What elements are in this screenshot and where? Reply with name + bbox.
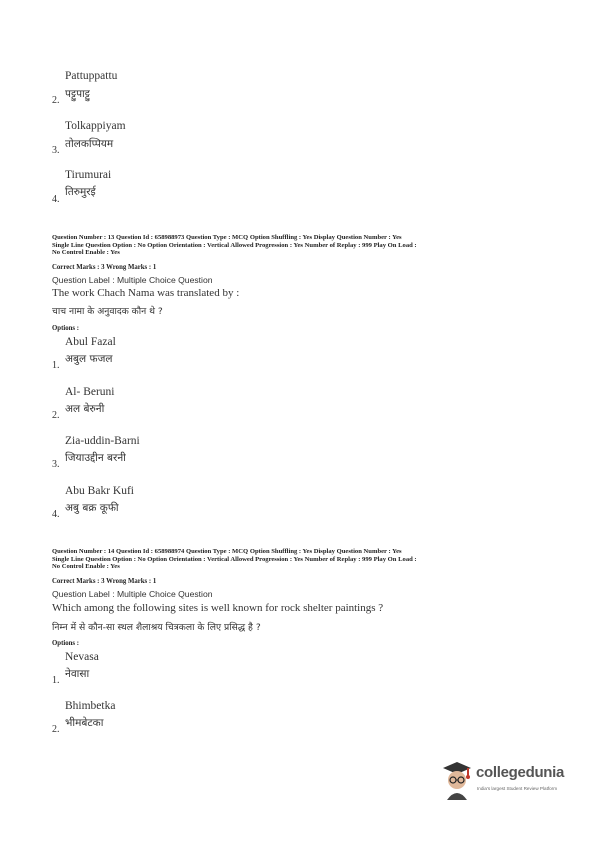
question-13-label: Question Label : Multiple Choice Question — [52, 275, 213, 285]
option-number: 1. — [52, 360, 60, 371]
meta-line: Single Line Question Option : No Option Orientation : Vertical Allowed Progression : Yes Number of Replay : 999 Play On Load : — [52, 555, 417, 563]
option-english-text: Bhimbetka — [65, 700, 116, 712]
option-english-text: Tolkappiyam — [65, 120, 126, 132]
option-number: 2. — [52, 724, 60, 735]
option-hindi-text: तिरुमुरई — [65, 186, 96, 198]
option-english-text: Abu Bakr Kufi — [65, 485, 134, 497]
option-number: 4. — [52, 509, 60, 520]
question-13-text-english: The work Chach Nama was translated by : — [52, 287, 240, 299]
option-hindi-text: अबुल फजल — [65, 353, 113, 365]
option-english-text: Nevasa — [65, 651, 99, 663]
meta-line: Question Number : 14 Question Id : 658988974 Question Type : MCQ Option Shuffling : Yes Display Question Number : Yes — [52, 548, 402, 555]
meta-line: No Control Enable : Yes — [52, 563, 120, 571]
option-hindi-text: पट्टुपाट्टु — [65, 88, 90, 100]
option-english-text: Zia-uddin-Barni — [65, 435, 140, 447]
option-number: 3. — [52, 459, 60, 470]
option-english-text: Tirumurai — [65, 169, 112, 181]
question-14-options-label: Options : — [52, 640, 80, 647]
option-hindi-text: जियाउद्दीन बरनी — [65, 452, 126, 464]
question-13-text-hindi: चाच नामा के अनुवादक कौन थे ? — [52, 306, 163, 317]
option-hindi-text: तोलकप्पियम — [65, 138, 114, 150]
option-hindi-text: भीमबेटका — [65, 717, 104, 729]
question-14-label: Question Label : Multiple Choice Question — [52, 589, 213, 599]
option-english-text: Abul Fazal — [65, 336, 116, 348]
question-14-text-english: Which among the following sites is well known for rock shelter paintings ? — [52, 602, 384, 614]
brand-tagline: India's largest Student Review Platform — [477, 786, 558, 791]
question-14-meta — [52, 548, 552, 571]
graduate-mascot-icon — [440, 758, 474, 802]
option-number: 2. — [52, 95, 60, 106]
option-number: 1. — [52, 675, 60, 686]
option-english-text: Pattuppattu — [65, 70, 118, 82]
option-number: 2. — [52, 410, 60, 421]
brand-name: collegedunia — [476, 764, 565, 781]
meta-line: Single Line Question Option : No Option Orientation : Vertical Allowed Progression : Yes Number of Replay : 999 Play On Load : — [52, 241, 417, 249]
option-hindi-text: अबु बक्र कूफी — [65, 502, 119, 514]
meta-line: Question Number : 13 Question Id : 658988973 Question Type : MCQ Option Shuffling : Yes Display Question Number : Yes — [52, 234, 402, 241]
option-number: 3. — [52, 145, 60, 156]
question-13-meta — [52, 234, 552, 257]
meta-line: No Control Enable : Yes — [52, 249, 120, 257]
question-14-marks: Correct Marks : 3 Wrong Marks : 1 — [52, 578, 157, 585]
question-13-options-label: Options : — [52, 325, 80, 332]
option-hindi-text: नेवासा — [65, 668, 90, 680]
collegedunia-logo — [440, 758, 580, 808]
option-number: 4. — [52, 194, 60, 205]
option-english-text: Al- Beruni — [65, 386, 115, 398]
question-13-marks: Correct Marks : 3 Wrong Marks : 1 — [52, 264, 157, 271]
option-hindi-text: अल बेरुनी — [65, 403, 105, 415]
question-14-text-hindi: निम्न में से कौन-सा स्थल शैलाश्रय चित्रकला के लिए प्रसिद्ध है ? — [52, 622, 261, 633]
